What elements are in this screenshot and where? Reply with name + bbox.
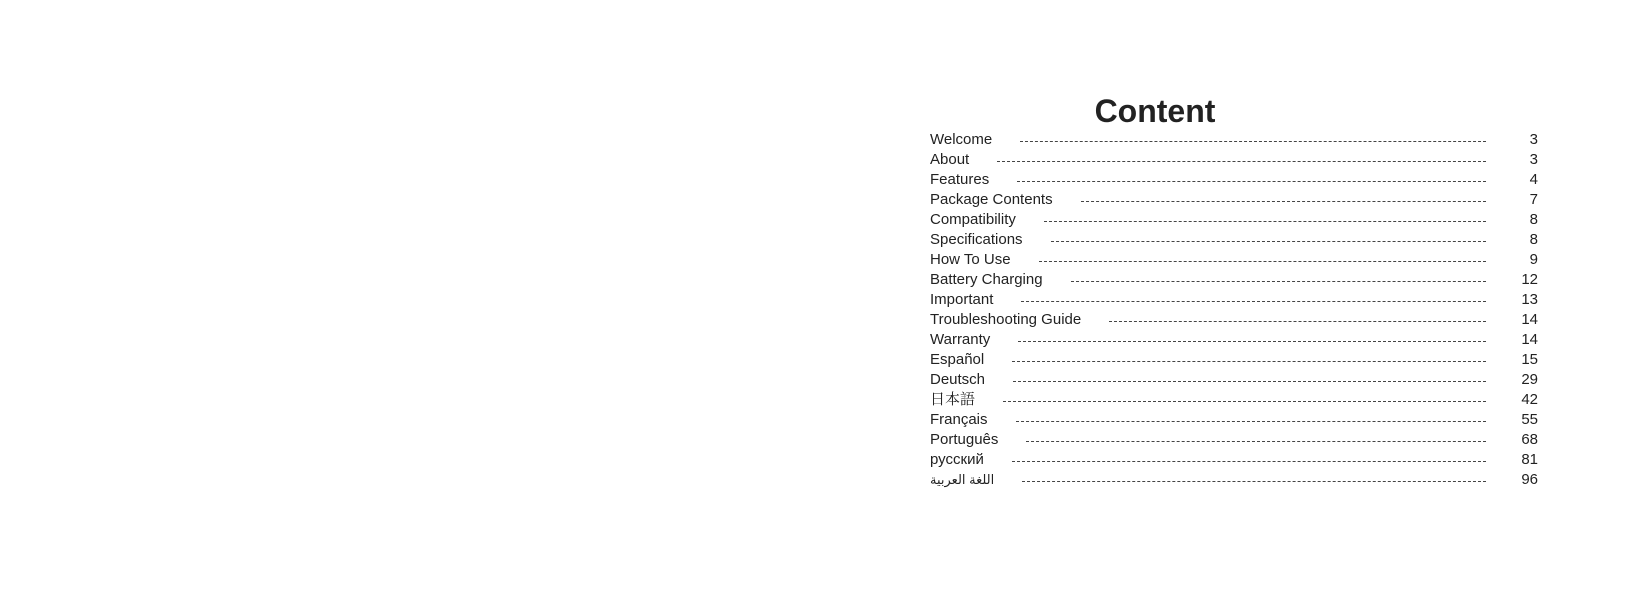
toc-entry-label: Troubleshooting Guide bbox=[930, 311, 1082, 328]
toc-leader-dashes bbox=[1051, 241, 1486, 242]
toc-entry-francais[interactable] bbox=[930, 410, 1538, 430]
toc-entry-label: How To Use bbox=[930, 251, 1011, 268]
toc-entry-page-number: 68 bbox=[1521, 431, 1538, 448]
toc-entry-page-number: 42 bbox=[1521, 391, 1538, 408]
toc-entry-page-number: 9 bbox=[1529, 251, 1538, 268]
toc-entry-espanol[interactable] bbox=[930, 350, 1538, 370]
toc-leader-dashes bbox=[1018, 341, 1486, 342]
toc-leader-dashes bbox=[1017, 181, 1486, 182]
table-of-contents bbox=[930, 130, 1538, 490]
toc-entry-arabic[interactable] bbox=[930, 470, 1538, 490]
toc-entry-label: Compatibility bbox=[930, 211, 1016, 228]
toc-leader-dashes bbox=[1022, 481, 1486, 482]
toc-leader-dashes bbox=[1013, 381, 1486, 382]
toc-entry-page-number: 7 bbox=[1529, 191, 1538, 208]
toc-entry-label: Español bbox=[930, 351, 985, 368]
toc-entry-page-number: 13 bbox=[1521, 291, 1538, 308]
toc-entry-label: Battery Charging bbox=[930, 271, 1043, 288]
toc-leader-dashes bbox=[997, 161, 1486, 162]
toc-entry-page-number: 55 bbox=[1521, 411, 1538, 428]
toc-leader-dashes bbox=[1026, 441, 1486, 442]
toc-entry-page-number: 8 bbox=[1529, 231, 1538, 248]
toc-leader-dashes bbox=[1021, 301, 1486, 302]
toc-entry-label: Features bbox=[930, 171, 990, 188]
toc-entry-warranty[interactable] bbox=[930, 330, 1538, 350]
toc-entry-about[interactable] bbox=[930, 150, 1538, 170]
toc-entry-label: Important bbox=[930, 291, 994, 308]
toc-entry-package-contents[interactable] bbox=[930, 190, 1538, 210]
toc-entry-compatibility[interactable] bbox=[930, 210, 1538, 230]
toc-entry-page-number: 4 bbox=[1529, 171, 1538, 188]
toc-entry-label: اللغة العربية bbox=[930, 472, 995, 487]
toc-entry-how-to-use[interactable] bbox=[930, 250, 1538, 270]
left-blank-page bbox=[0, 0, 816, 595]
toc-entry-welcome[interactable] bbox=[930, 130, 1538, 150]
toc-leader-dashes bbox=[1020, 141, 1486, 142]
toc-entry-label: Specifications bbox=[930, 231, 1023, 248]
toc-entry-page-number: 15 bbox=[1521, 351, 1538, 368]
toc-entry-label: русский bbox=[930, 451, 984, 468]
toc-leader-dashes bbox=[1003, 401, 1486, 402]
toc-entry-label: Deutsch bbox=[930, 371, 986, 388]
toc-entry-deutsch[interactable] bbox=[930, 370, 1538, 390]
toc-entry-page-number: 3 bbox=[1529, 131, 1538, 148]
toc-entry-label: Package Contents bbox=[930, 191, 1053, 208]
toc-leader-dashes bbox=[1039, 261, 1486, 262]
toc-entry-page-number: 12 bbox=[1521, 271, 1538, 288]
toc-entry-important[interactable] bbox=[930, 290, 1538, 310]
toc-entry-troubleshooting-guide[interactable] bbox=[930, 310, 1538, 330]
toc-entry-page-number: 81 bbox=[1521, 451, 1538, 468]
toc-entry-page-number: 14 bbox=[1521, 331, 1538, 348]
toc-entry-japanese[interactable] bbox=[930, 390, 1538, 410]
toc-entry-battery-charging[interactable] bbox=[930, 270, 1538, 290]
toc-entry-portugues[interactable] bbox=[930, 430, 1538, 450]
toc-entry-specifications[interactable] bbox=[930, 230, 1538, 250]
toc-leader-dashes bbox=[1016, 421, 1486, 422]
toc-entry-label: Português bbox=[930, 431, 999, 448]
toc-leader-dashes bbox=[1044, 221, 1486, 222]
toc-entry-label: Welcome bbox=[930, 131, 993, 148]
toc-leader-dashes bbox=[1012, 461, 1486, 462]
toc-entry-page-number: 3 bbox=[1529, 151, 1538, 168]
toc-entry-page-number: 8 bbox=[1529, 211, 1538, 228]
toc-leader-dashes bbox=[1109, 321, 1486, 322]
toc-leader-dashes bbox=[1071, 281, 1486, 282]
toc-entry-page-number: 14 bbox=[1521, 311, 1538, 328]
toc-entry-page-number: 96 bbox=[1521, 471, 1538, 488]
page-title: Content bbox=[1094, 93, 1216, 130]
toc-entry-label: Warranty bbox=[930, 331, 991, 348]
toc-entry-label: 日本語 bbox=[930, 391, 976, 408]
toc-entry-features[interactable] bbox=[930, 170, 1538, 190]
toc-entry-label: About bbox=[930, 151, 970, 168]
toc-leader-dashes bbox=[1012, 361, 1486, 362]
toc-entry-page-number: 29 bbox=[1521, 371, 1538, 388]
toc-leader-dashes bbox=[1081, 201, 1486, 202]
toc-entry-russian[interactable] bbox=[930, 450, 1538, 470]
toc-entry-label: Français bbox=[930, 411, 988, 428]
